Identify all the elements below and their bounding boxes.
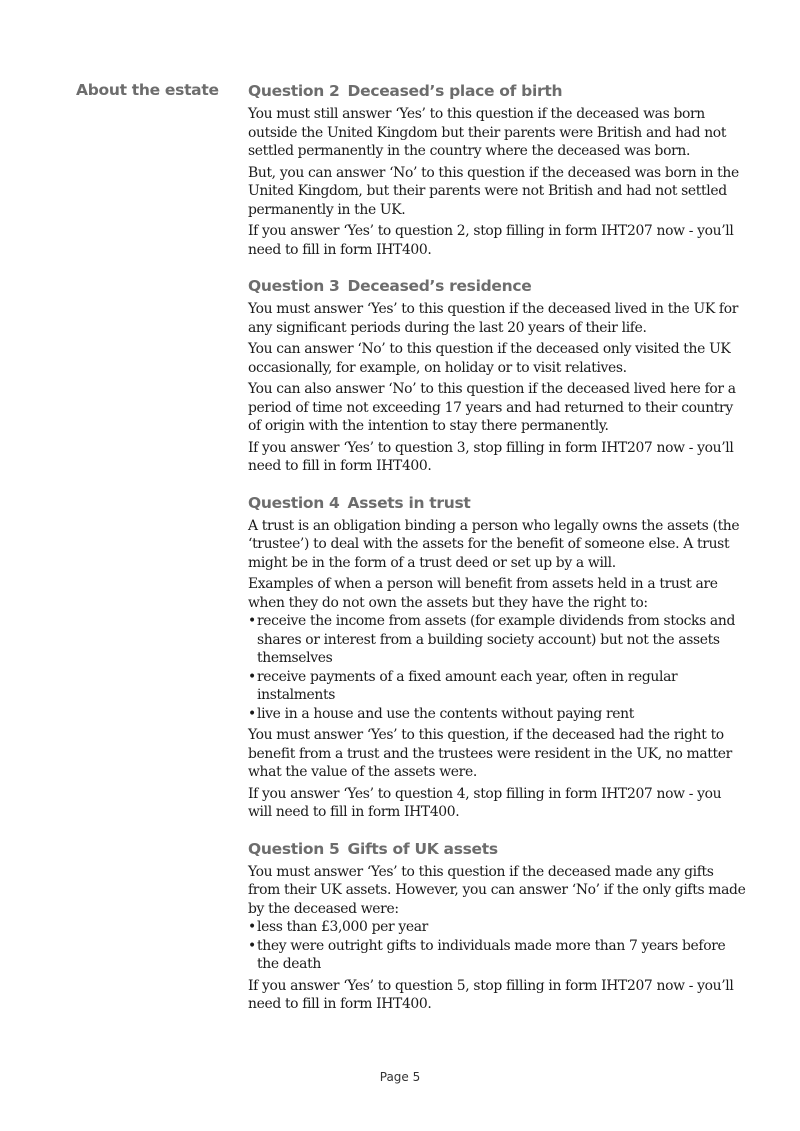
question-number: Question 4 [248,493,340,512]
paragraph: You must answer ‘Yes’ to this question if the deceased made any gifts from their UK assets. However, you can answer ‘No’ if the only gifts made by the deceased were: [248,863,746,917]
bullet-list [248,612,748,723]
question-3-heading [248,276,748,296]
bullet-list [248,918,748,974]
paragraph: You must answer ‘Yes’ to this question, if the deceased had the right to benefit from a trust and the trustees were resident in the UK, no matter what the value of the assets were. [248,727,732,780]
paragraph: You must answer ‘Yes’ to this question if the deceased lived in the UK for any significant periods during the last 20 years of their life. [248,301,739,336]
paragraph: You can also answer ‘No’ to this question if the deceased lived here for a period of time not exceeding 17 years and had returned to their country of origin with the intention to stay there permanently. [248,381,736,434]
page-content [248,81,748,1031]
list-item: • live in a house and use the contents without paying rent [248,705,748,724]
question-title: Deceased’s place of birth [347,82,563,100]
section-sidebar-heading: About the estate [76,81,219,99]
list-item: • they were outright gifts to individuals made more than 7 years before the death [248,937,748,974]
paragraph: Examples of when a person will benefit from assets held in a trust are when they do not own the assets but they have the right to: [248,576,718,611]
page-number: Page 5 [379,1070,421,1084]
paragraph: You can answer ‘No’ to this question if the deceased only visited the UK occasionally, for example, on holiday or to visit relatives. [248,341,731,376]
question-2-heading [248,81,748,101]
list-item: • less than £3,000 per year [248,918,748,937]
question-number: Question 3 [248,277,340,295]
question-title: Assets in trust [347,493,471,512]
question-2-section [248,81,748,259]
question-3-section [248,276,748,476]
paragraph: A trust is an obligation binding a person who legally owns the assets (the ‘trustee’) to deal with the assets for the benefit of someone else. A trust might be in the form of a trust deed or set up by a will. [248,517,740,571]
paragraph: If you answer ‘Yes’ to question 5, stop filling in form IHT207 now - you’ll need to fill in form IHT400. [248,977,734,1012]
question-4-heading [248,493,748,513]
list-item: • receive the income from assets (for example dividends from stocks and shares or interest from a building society account) but not the assets themselves [248,612,748,668]
question-number: Question 2 [248,82,340,100]
question-5-heading [248,839,748,859]
paragraph: If you answer ‘Yes’ to question 2, stop filling in form IHT207 now - you’ll need to fill in form IHT400. [248,223,734,258]
question-title: Gifts of UK assets [347,839,498,858]
question-title: Deceased’s residence [347,277,532,295]
paragraph: If you answer ‘Yes’ to question 4, stop filling in form IHT207 now - you will need to fill in form IHT400. [248,785,722,820]
paragraph: But, you can answer ‘No’ to this question if the deceased was born in the United Kingdom, but their parents were not British and had not settled permanently in the UK. [248,164,739,218]
question-number: Question 5 [248,839,340,858]
question-4-section [248,493,748,822]
paragraph: If you answer ‘Yes’ to question 3, stop filling in form IHT207 now - you’ll need to fill in form IHT400. [248,439,734,474]
question-5-section [248,839,748,1014]
paragraph: You must still answer ‘Yes’ to this question if the deceased was born outside the United Kingdom but their parents were British and had not settled permanently in the country where the deceased was born. [248,106,727,159]
list-item: • receive payments of a fixed amount each year, often in regular instalments [248,668,748,705]
